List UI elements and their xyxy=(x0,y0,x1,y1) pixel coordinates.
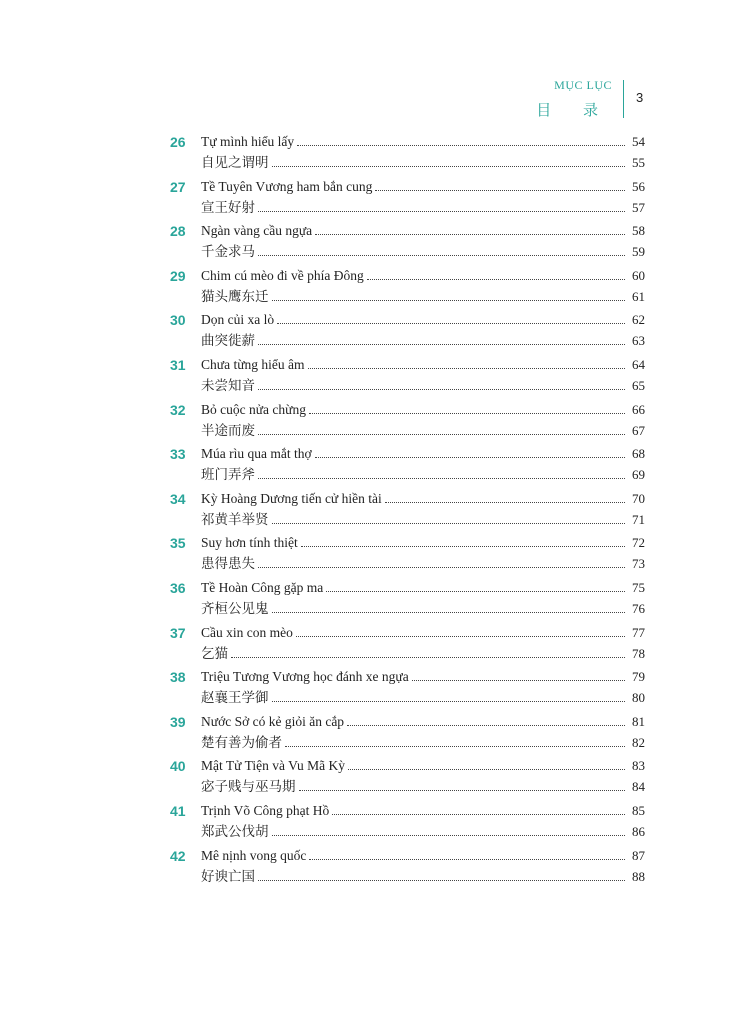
chapter-page-zh: 78 xyxy=(632,645,645,661)
toc-entry[interactable] xyxy=(170,221,645,266)
chapter-page-zh: 63 xyxy=(632,333,645,349)
chapter-title-zh: 患得患失 xyxy=(201,556,255,572)
dot-leader xyxy=(348,768,625,770)
dot-leader xyxy=(258,433,625,435)
chapter-number: 42 xyxy=(170,847,186,864)
dot-leader xyxy=(315,233,625,235)
toc-line-zh[interactable] xyxy=(201,465,645,485)
chapter-number: 40 xyxy=(170,758,186,775)
toc-entry[interactable] xyxy=(170,756,645,801)
chapter-title-zh: 齐桓公见鬼 xyxy=(201,600,269,616)
dot-leader xyxy=(326,590,625,592)
dot-leader xyxy=(367,278,625,280)
toc-line-vi[interactable] xyxy=(201,756,645,776)
toc-entry[interactable] xyxy=(170,667,645,712)
dot-leader xyxy=(309,858,625,860)
toc-line-vi[interactable] xyxy=(201,846,645,866)
chapter-page-zh: 65 xyxy=(632,377,645,393)
toc-line-vi[interactable] xyxy=(201,489,645,509)
chapter-page-zh: 67 xyxy=(632,422,645,438)
dot-leader xyxy=(272,165,626,167)
chapter-page-vi: 54 xyxy=(632,134,645,149)
chapter-page-vi: 85 xyxy=(632,802,645,818)
dot-leader xyxy=(258,343,625,345)
page-number: 3 xyxy=(636,90,644,105)
toc-line-zh[interactable] xyxy=(201,242,645,262)
chapter-page-zh: 84 xyxy=(632,779,645,795)
dot-leader xyxy=(258,388,625,390)
toc-entry[interactable] xyxy=(170,132,645,177)
chapter-title-vi: Ngàn vàng cầu ngựa xyxy=(201,223,313,239)
chapter-title-zh: 赵襄王学御 xyxy=(201,690,269,706)
toc-line-vi[interactable] xyxy=(201,266,645,286)
toc-entry[interactable] xyxy=(170,533,645,578)
chapter-title-vi: Cầu xin con mèo xyxy=(201,624,293,640)
toc-line-zh[interactable] xyxy=(201,198,645,218)
toc-line-zh[interactable] xyxy=(201,554,645,574)
chapter-page-vi: 70 xyxy=(632,490,645,506)
table-of-contents xyxy=(170,132,645,890)
toc-entry[interactable] xyxy=(170,846,645,891)
chapter-page-vi: 68 xyxy=(632,446,645,462)
chapter-title-vi: Mật Tử Tiện và Vu Mã Kỳ xyxy=(201,758,346,774)
toc-line-vi[interactable] xyxy=(201,177,645,197)
dot-leader xyxy=(301,545,625,547)
toc-line-zh[interactable] xyxy=(201,287,645,307)
chapter-number: 37 xyxy=(170,624,186,641)
toc-line-vi[interactable] xyxy=(201,310,645,330)
chapter-number: 41 xyxy=(170,802,186,819)
chapter-title-vi: Trịnh Võ Công phạt Hồ xyxy=(201,802,330,818)
toc-line-zh[interactable] xyxy=(201,777,645,797)
toc-entry[interactable] xyxy=(170,801,645,846)
dot-leader xyxy=(272,299,626,301)
toc-line-zh[interactable] xyxy=(201,644,645,664)
dot-leader xyxy=(285,745,625,747)
chapter-page-zh: 80 xyxy=(632,690,645,706)
chapter-page-vi: 66 xyxy=(632,401,645,417)
chapter-title-vi: Bỏ cuộc nửa chừng xyxy=(201,401,306,417)
chapter-number: 31 xyxy=(170,356,186,373)
toc-line-vi[interactable] xyxy=(201,623,645,643)
chapter-page-zh: 71 xyxy=(632,511,645,527)
chapter-title-zh: 祁黄羊举贤 xyxy=(201,511,269,527)
toc-line-zh[interactable] xyxy=(201,421,645,441)
dot-leader xyxy=(272,700,626,702)
toc-line-zh[interactable] xyxy=(201,153,645,173)
dot-leader xyxy=(299,789,626,791)
toc-entry[interactable] xyxy=(170,623,645,668)
toc-line-zh[interactable] xyxy=(201,867,645,887)
chapter-page-zh: 88 xyxy=(632,868,645,884)
toc-line-zh[interactable] xyxy=(201,599,645,619)
chapter-page-vi: 56 xyxy=(632,178,645,194)
dot-leader xyxy=(272,522,626,524)
dot-leader xyxy=(412,679,625,681)
chapter-title-zh: 千金求马 xyxy=(201,244,255,260)
chapter-page-zh: 73 xyxy=(632,556,645,572)
dot-leader xyxy=(272,834,626,836)
chapter-title-zh: 自见之谓明 xyxy=(201,155,269,170)
dot-leader xyxy=(309,412,625,414)
chapter-title-vi: Triệu Tương Vương học đánh xe ngựa xyxy=(201,669,409,685)
chapter-title-vi: Mê nịnh vong quốc xyxy=(201,847,307,863)
toc-line-vi[interactable] xyxy=(201,444,645,464)
dot-leader xyxy=(272,611,626,613)
chapter-number: 39 xyxy=(170,713,186,730)
dot-leader xyxy=(258,566,625,568)
toc-line-vi[interactable] xyxy=(201,221,645,241)
chapter-title-vi: Kỳ Hoàng Dương tiến cử hiền tài xyxy=(201,490,382,506)
toc-entry[interactable] xyxy=(170,355,645,400)
dot-leader xyxy=(296,635,625,637)
toc-line-vi[interactable] xyxy=(201,533,645,553)
dot-leader xyxy=(231,656,625,658)
chapter-number: 38 xyxy=(170,669,186,686)
chapter-page-zh: 82 xyxy=(632,734,645,750)
chapter-title-vi: Tự mình hiểu lấy xyxy=(201,134,295,149)
chapter-number: 33 xyxy=(170,446,186,463)
dot-leader xyxy=(375,189,625,191)
chapter-page-vi: 83 xyxy=(632,758,645,774)
toc-entry[interactable] xyxy=(170,177,645,222)
chapter-title-zh: 班门弄斧 xyxy=(201,467,255,483)
dot-leader xyxy=(258,210,625,212)
chapter-title-zh: 宓子贱与巫马期 xyxy=(201,779,296,795)
chapter-page-vi: 60 xyxy=(632,267,645,283)
chapter-title-vi: Dọn củi xa lò xyxy=(201,312,275,328)
chapter-page-zh: 61 xyxy=(632,288,645,304)
chapter-number: 26 xyxy=(170,134,186,150)
toc-line-vi[interactable] xyxy=(201,400,645,420)
chapter-number: 36 xyxy=(170,579,186,596)
chapter-title-zh: 宣王好射 xyxy=(201,199,255,215)
chapter-page-zh: 69 xyxy=(632,467,645,483)
chapter-page-zh: 59 xyxy=(632,244,645,260)
toc-entry[interactable] xyxy=(170,310,645,355)
chapter-title-zh: 楚有善为偷者 xyxy=(201,734,282,750)
dot-leader xyxy=(315,456,625,458)
toc-line-zh[interactable] xyxy=(201,331,645,351)
chapter-title-vi: Chim cú mèo đi về phía Đông xyxy=(201,267,364,283)
toc-line-zh[interactable] xyxy=(201,822,645,842)
header-title-vi: MỤC LỤC xyxy=(554,78,612,92)
chapter-page-vi: 75 xyxy=(632,579,645,595)
running-header xyxy=(536,78,710,124)
chapter-title-zh: 半途而废 xyxy=(201,422,255,438)
chapter-number: 28 xyxy=(170,223,186,240)
chapter-page-vi: 87 xyxy=(632,847,645,863)
dot-leader xyxy=(297,144,625,146)
toc-line-zh[interactable] xyxy=(201,733,645,753)
toc-line-zh[interactable] xyxy=(201,688,645,708)
chapter-number: 32 xyxy=(170,401,186,418)
dot-leader xyxy=(347,724,625,726)
toc-entry[interactable] xyxy=(170,712,645,757)
toc-entry[interactable] xyxy=(170,266,645,311)
chapter-page-vi: 62 xyxy=(632,312,645,328)
toc-line-vi[interactable] xyxy=(201,355,645,375)
chapter-page-zh: 55 xyxy=(632,155,645,170)
dot-leader xyxy=(308,367,626,369)
chapter-page-zh: 57 xyxy=(632,199,645,215)
chapter-page-vi: 58 xyxy=(632,223,645,239)
dot-leader xyxy=(332,813,625,815)
chapter-number: 34 xyxy=(170,490,186,507)
toc-line-zh[interactable] xyxy=(201,376,645,396)
chapter-title-zh: 猫头鹰东迁 xyxy=(201,288,269,304)
chapter-page-vi: 77 xyxy=(632,624,645,640)
chapter-number: 35 xyxy=(170,535,186,552)
toc-line-vi[interactable] xyxy=(201,132,645,152)
toc-line-vi[interactable] xyxy=(201,667,645,687)
toc-line-vi[interactable] xyxy=(201,712,645,732)
chapter-number: 29 xyxy=(170,267,186,284)
toc-line-vi[interactable] xyxy=(201,801,645,821)
header-divider xyxy=(623,80,624,118)
chapter-number: 27 xyxy=(170,178,186,195)
toc-entry[interactable] xyxy=(170,489,645,534)
chapter-page-zh: 86 xyxy=(632,823,645,839)
toc-entry[interactable] xyxy=(170,578,645,623)
chapter-title-vi: Múa rìu qua mắt thợ xyxy=(201,446,312,462)
toc-entry[interactable] xyxy=(170,400,645,445)
chapter-number: 30 xyxy=(170,312,186,329)
chapter-title-zh: 曲突徙薪 xyxy=(201,333,255,349)
dot-leader xyxy=(277,322,625,324)
chapter-title-zh: 好谀亡国 xyxy=(201,868,255,884)
dot-leader xyxy=(258,254,625,256)
toc-entry[interactable] xyxy=(170,444,645,489)
chapter-page-vi: 64 xyxy=(632,356,645,372)
toc-line-vi[interactable] xyxy=(201,578,645,598)
dot-leader xyxy=(258,477,625,479)
chapter-page-vi: 72 xyxy=(632,535,645,551)
chapter-title-vi: Nước Sở có kẻ giỏi ăn cắp xyxy=(201,713,345,729)
dot-leader xyxy=(385,501,625,503)
chapter-page-zh: 76 xyxy=(632,600,645,616)
dot-leader xyxy=(258,879,625,881)
chapter-page-vi: 81 xyxy=(632,713,645,729)
toc-line-zh[interactable] xyxy=(201,510,645,530)
header-title-zh: 目 录 xyxy=(536,103,612,119)
chapter-title-vi: Suy hơn tính thiệt xyxy=(201,535,298,551)
chapter-title-vi: Tề Tuyên Vương ham bắn cung xyxy=(201,178,373,194)
chapter-title-vi: Chưa từng hiểu âm xyxy=(201,356,305,372)
chapter-title-vi: Tề Hoàn Công gặp ma xyxy=(201,579,324,595)
chapter-title-zh: 郑武公伐胡 xyxy=(201,823,269,839)
chapter-title-zh: 未尝知音 xyxy=(201,377,255,393)
chapter-title-zh: 乞猫 xyxy=(201,645,228,661)
chapter-page-vi: 79 xyxy=(632,669,645,685)
